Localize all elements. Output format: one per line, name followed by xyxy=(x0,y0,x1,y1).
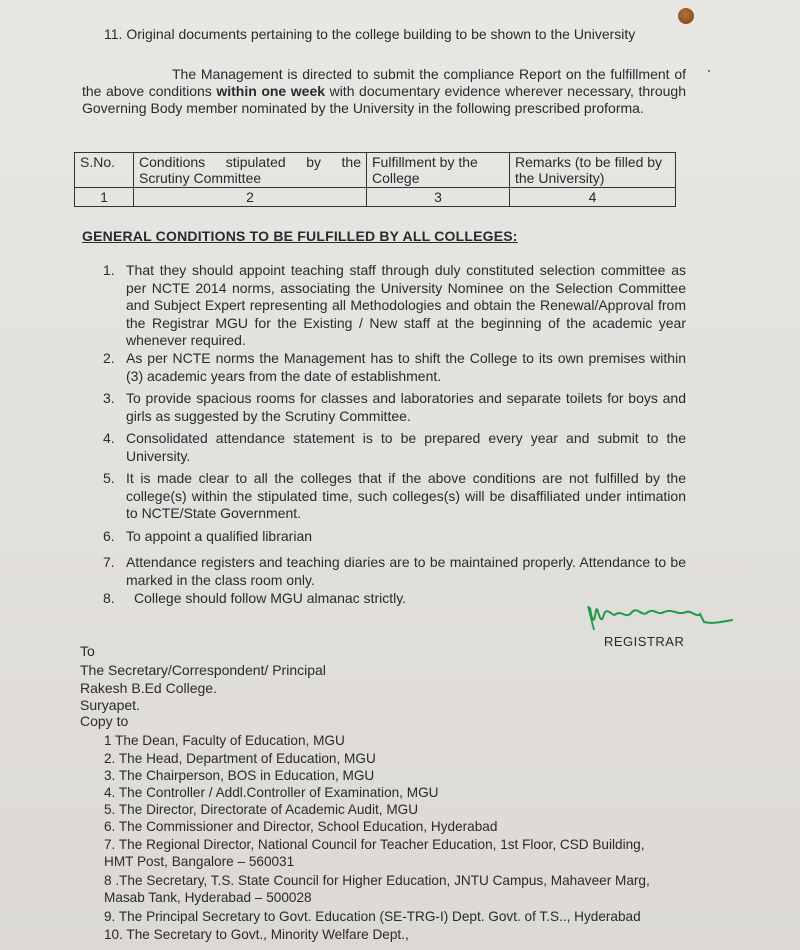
cell: 3 xyxy=(367,188,510,207)
registrar-label: REGISTRAR xyxy=(604,634,685,649)
condition-text: College should follow MGU almanac strictly. xyxy=(134,590,407,606)
condition-number: 2. xyxy=(103,350,115,366)
list-item: 3. The Chairperson, BOS in Education, MGU xyxy=(104,768,375,783)
address-line: Rakesh B.Ed College. xyxy=(80,680,217,696)
cell: 2 xyxy=(134,188,367,207)
condition-number: 7. xyxy=(103,554,115,570)
to-label: To xyxy=(80,643,95,659)
paragraph-bold: within one week xyxy=(216,83,326,99)
list-item: 10. The Secretary to Govt., Minority Welfare Dept., xyxy=(104,927,409,942)
header-conditions: Conditions stipulated by the Scrutiny Committee xyxy=(134,153,367,188)
paragraph-line1: The Management is directed to submit the compliance Report on the fulfillment xyxy=(172,66,670,82)
header-sno: S.No. xyxy=(75,153,134,188)
list-item: 5. The Director, Directorate of Academic Audit, MGU xyxy=(104,802,419,817)
address-line: Suryapet. xyxy=(80,697,140,713)
header-remarks: Remarks (to be filled by the University) xyxy=(510,153,676,188)
ink-dot xyxy=(708,70,710,72)
item-11: 11. Original documents pertaining to the college building to be shown to the University xyxy=(104,26,636,42)
condition-text: To appoint a qualified librarian xyxy=(126,528,313,544)
list-item: Masab Tank, Hyderabad – 500028 xyxy=(104,890,312,905)
address-line: The Secretary/Correspondent/ Principal xyxy=(80,662,326,678)
list-item: 1 The Dean, Faculty of Education, MGU xyxy=(104,733,345,748)
list-item: 6. The Commissioner and Director, School Education, Hyderabad xyxy=(104,819,498,834)
list-item: HMT Post, Bangalore – 560031 xyxy=(104,854,295,869)
condition-text: That they should appoint teaching staff through duly constituted selection committee as per NCTE 2014 norms, associating the University Nominee on the Selection Committee and Subject Expert representing all Methodologies and obtain the Renewal/Approval from the Registrar MGU for the Existing / New staff at the beginning of the academic year whenever required. xyxy=(126,262,686,348)
paragraph-text-rest: with documentary evidence wherever necessary, through Governing Body member nominated by the University in the following prescribed proforma. xyxy=(82,83,686,116)
condition-number: 4. xyxy=(103,430,115,446)
list-item: 4. The Controller / Addl.Controller of Examination, MGU xyxy=(104,785,439,800)
copy-to-label: Copy to xyxy=(80,713,129,729)
header-fulfillment: Fulfillment by the College xyxy=(367,153,510,188)
paragraph-text: of the above conditions xyxy=(82,66,686,99)
proforma-table xyxy=(74,152,676,207)
list-item: 8 .The Secretary, T.S. State Council for Higher Education, JNTU Campus, Mahaveer Marg, xyxy=(104,873,650,888)
compliance-paragraph xyxy=(82,66,686,117)
condition-number: 8. xyxy=(103,590,115,606)
list-item: 9. The Principal Secretary to Govt. Education (SE-TRG-I) Dept. Govt. of T.S.., Hyderabad xyxy=(104,909,641,924)
condition-number: 1. xyxy=(103,262,115,278)
table-row xyxy=(75,188,676,207)
condition-text: Consolidated attendance statement is to be prepared every year and submit to the University. xyxy=(126,430,686,464)
cell: 1 xyxy=(75,188,134,207)
condition-text: It is made clear to all the colleges that if the above conditions are not fulfilled by the college(s) within the stipulated time, such colleges(s) will be disaffiliated under intimation to NCTE/State Government. xyxy=(126,470,686,521)
list-item: 2. The Head, Department of Education, MGU xyxy=(104,751,376,766)
condition-number: 6. xyxy=(103,528,115,544)
signature-block xyxy=(582,600,742,656)
condition-text: Attendance registers and teaching diaries are to be maintained properly. Attendance to be marked in the class room only. xyxy=(126,554,686,588)
general-conditions-heading: GENERAL CONDITIONS TO BE FULFILLED BY ALL COLLEGES: xyxy=(82,228,518,244)
list-item: 7. The Regional Director, National Council for Teacher Education, 1st Floor, CSD Building, xyxy=(104,837,645,852)
condition-text: As per NCTE norms the Management has to shift the College to its own premises within (3) academic years from the date of establishment. xyxy=(126,350,686,384)
condition-number: 3. xyxy=(103,390,115,406)
condition-number: 5. xyxy=(103,470,115,486)
cell: 4 xyxy=(510,188,676,207)
condition-text: To provide spacious rooms for classes and laboratories and separate toilets for boys and girls as suggested by the Scrutiny Committee. xyxy=(126,390,686,424)
table-header-row xyxy=(75,153,676,188)
punch-hole xyxy=(678,8,694,24)
